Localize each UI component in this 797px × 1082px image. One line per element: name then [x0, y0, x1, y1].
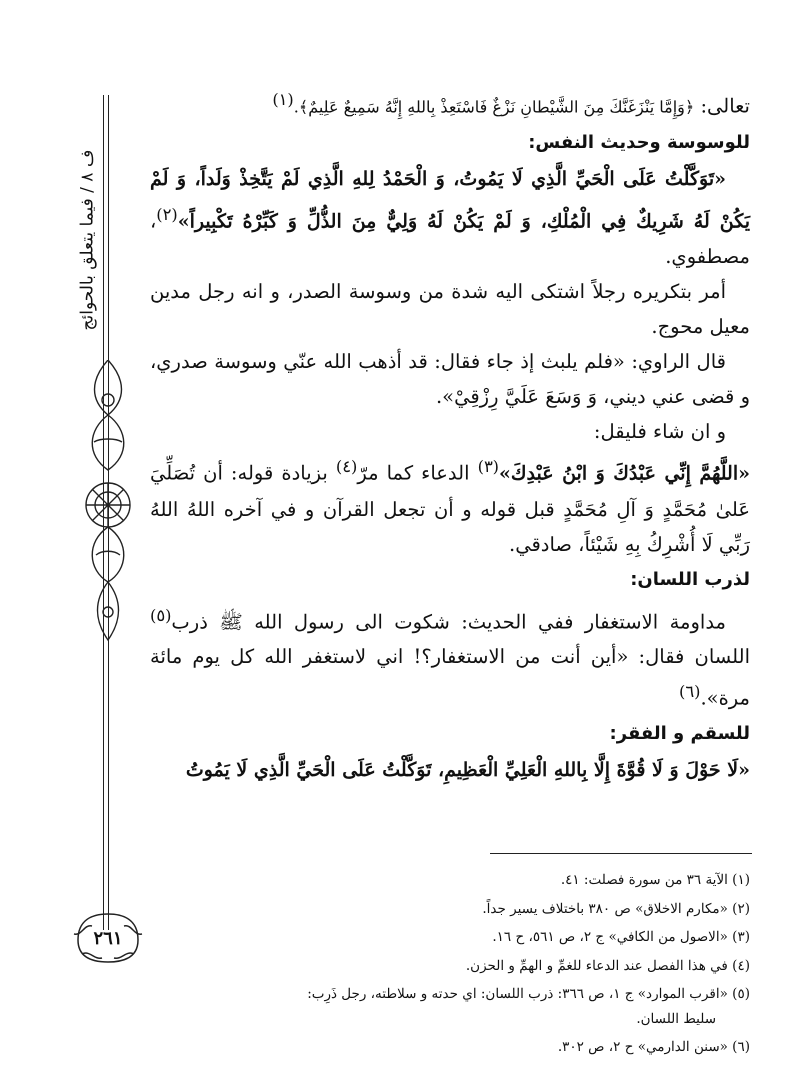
paragraph-narrator: قال الراوي: «فلم يلبث إذ جاء فقال: قد أذهب الله عنّي وسوسة صدري، و قضى عني ديني، وَ وَسَعَ عَلَيَّ رِزْقِيْ». [150, 350, 750, 408]
paragraph-verse [150, 82, 750, 125]
paragraph-prayer-abduka [150, 449, 750, 562]
page-number [72, 910, 144, 966]
footnote-ref: (٦) [679, 682, 701, 701]
section-heading-sickness: للسقم و الفقر: [609, 722, 750, 744]
paragraph-text: بزيادة قوله: أن تُصَلِّيَ عَلىٰ مُحَمَّدٍ وَ آلِ مُحَمَّدٍ قبل قوله و أن تجعل القرآن و في آخره اللهُ اللهُ رَبِّي لَا أُشْرِكُ بِهِ شَيْئاً، صادقي. [150, 461, 750, 556]
chapter-running-title [58, 105, 116, 375]
paragraph-prayer-tawakkul [150, 161, 750, 275]
footnote-ref: (٣) [477, 457, 500, 476]
section-heading-tongue: لذرب اللسان: [630, 568, 750, 590]
chapter-running-title-text: ف ۸ / فيما يتعلق بالحوائج [77, 149, 98, 331]
quran-verse: ﴿وَإِمَّا يَنْزَغَنَّكَ مِنَ الشَّيْطانِ نَزْغٌ فَاسْتَعِذْ بِاللهِ إِنَّهُ سَمِيعٌ عَلِيمٌ﴾. [293, 97, 695, 117]
footnote-ref: (٤) [335, 457, 358, 476]
source-label: ، مصطفوي. [150, 209, 750, 268]
footnote-5-continued: سليط اللسان. [636, 1010, 716, 1027]
footnotes [150, 866, 750, 1062]
paragraph-option: و ان شاء فليقل: [593, 420, 726, 443]
footnote-2: (٢) «مكارم الاخلاق» ص ٣٨٠ باختلاف يسير جداً. [482, 900, 750, 917]
footnote-3: (٣) «الاصول من الكافي» ج ٢، ص ٥٦١، ح ١٦. [492, 929, 750, 945]
verse-intro: تعالى: [694, 94, 750, 118]
paragraph-text: اللسان فقال: «أين أنت من الاستغفار؟! اني لاستغفر الله كل يوم مائة مرة». [150, 645, 750, 710]
prayer-text: «تَوَكَّلْتُ عَلَى الْحَيِّ الَّذِي لَا يَمُوتُ، وَ الْحَمْدُ لِلهِ الَّذِي لَمْ يَتَّخِذْ وَلَداً، وَ لَمْ يَكُنْ لَهُ شَرِيكٌ فِي الْمُلْكِ، وَ لَمْ يَكُنْ لَهُ وَلِيٌّ مِنَ الذُّلِّ وَ كَبِّرْهُ تَكْبِيراً» [150, 167, 750, 232]
footnote-divider [490, 853, 752, 854]
paragraph-istighfar [150, 598, 750, 716]
footnote-ref: (١) [272, 90, 294, 109]
footnote-ref: (٥) [150, 605, 172, 625]
footnote-ref: (٢) [156, 204, 178, 224]
paragraph-text: الدعاء كما مرّ [357, 461, 478, 485]
prayer-text: «لَا حَوْلَ وَ لَا قُوَّةَ إِلَّا بِاللهِ الْعَلِيِّ الْعَظِيمِ، تَوَكَّلْتُ عَلَى الْحَيِّ الَّذِي لَا يَمُوتُ [185, 758, 750, 781]
section-heading-waswasa: للوسوسة وحديث النفس: [528, 131, 750, 153]
paragraph-instruction: أمر بتكريره رجلاً اشتكى اليه شدة من وسوسة الصدر، و انه رجل مدين معيل محوج. [150, 280, 750, 338]
footnote-1: (١) الآية ٣٦ من سورة فصلت: ٤١. [560, 872, 750, 888]
main-text-body [150, 82, 750, 788]
floral-ornament-icon [80, 360, 136, 650]
footnote-4: (٤) في هذا الفصل عند الدعاء للغمِّ و الهمِّ و الحزن. [465, 957, 750, 974]
page-number-text: ٢٦١ [93, 927, 123, 949]
prayer-text: «اللَّهُمَّ إِنِّي عَبْدُكَ وَ ابْنُ عَبْدِكَ» [499, 462, 750, 485]
footnote-6: (٦) «سنن الدارمي» ح ٢، ص ٣٠٢. [557, 1039, 750, 1055]
footnote-5: (٥) «اقرب الموارد» ج ١، ص ٣٦٦: ذرب اللسان: اي حدته و سلاطته، رجل ذَرِب: [307, 986, 750, 1002]
paragraph-prayer-hawqala [150, 752, 750, 788]
paragraph-text: مداومة الاستغفار ففي الحديث: شكوت الى رسول الله ﷺ ذرب [171, 610, 726, 633]
